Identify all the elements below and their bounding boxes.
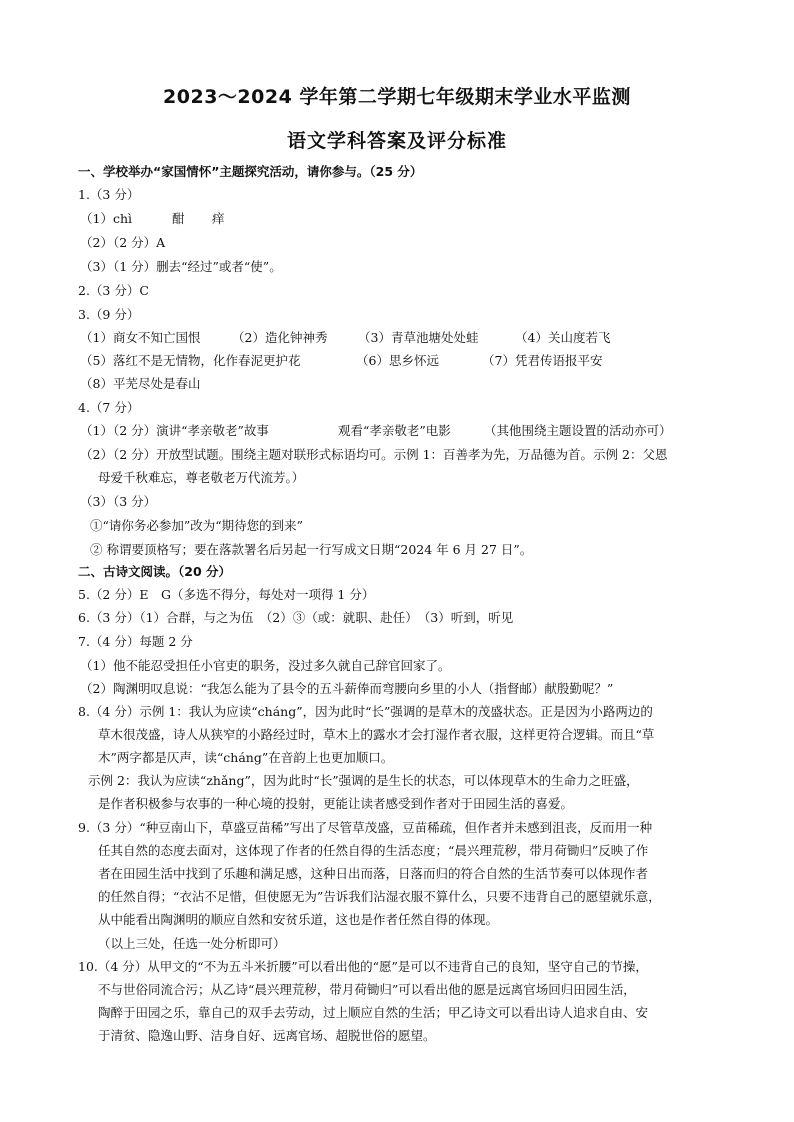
q4-answer-3-item1: ①“请你务必参加”改为“期待您的到来”	[90, 518, 304, 533]
q3-answer-5: （5）落红不是无情物，化作春泥更护花	[80, 353, 301, 368]
q9-note: （以上三处，任选一处分析即可）	[98, 936, 286, 951]
q10-line-1: 10.（4 分）从甲文的“不为五斗米折腰”可以看出他的“愿”是可以不违背自己的良知，坚守自己的节操，	[78, 959, 648, 974]
q1-answer-2: （2）（2 分）A	[80, 235, 166, 250]
q9-line-4: 的任然自得；“衣沾不足惜，但使愿无为”告诉我们沾湿衣服不算什么，只要不违背自己的愿望就乐意，	[98, 889, 661, 904]
q4-answer-1-part1: （1）（2 分）演讲“孝亲敬老”故事	[80, 423, 269, 438]
q3-answer-1: （1）商女不知亡国恨	[80, 330, 201, 345]
q5-answer: 5.（2 分）E G（多选不得分，每处对一项得 1 分）	[78, 587, 375, 602]
q4-answer-2-line2: 母爱千秋难忘，尊老敬老万代流芳。）	[98, 470, 305, 485]
q7-heading: 7.（4 分）每题 2 分	[78, 634, 193, 649]
q7-answer-2: （2）陶渊明叹息说：“我怎么能为了县令的五斗薪俸而弯腰向乡里的小人（指督邮）献殷勤呢？”	[80, 681, 614, 696]
page-subtitle: 语文学科答案及评分标准	[286, 130, 507, 152]
q3-answer-7: （7）凭君传语报平安	[482, 353, 603, 368]
q8-line-1: 8.（4 分）示例 1：我认为应读“cháng”，因为此时“长”强调的是草木的茂盛状态。正是因为小路两边的	[78, 704, 653, 719]
q7-answer-1: （1）他不能忍受担任小官吏的职务，没过多久就自己辞官回家了。	[80, 658, 451, 673]
page-title: 2023～2024 学年第二学期七年级期末学业水平监测	[163, 86, 631, 108]
q6-answer: 6.（3 分）（1）合群，与之为伍 （2）③（或：就职、赴任） （3）听到，听见	[78, 610, 514, 625]
q3-heading: 3.（9 分）	[78, 307, 140, 322]
q3-answer-4: （4）关山度若飞	[515, 330, 611, 345]
q9-line-1: 9.（3 分）“种豆南山下，草盛豆苗稀”写出了尽管草茂盛，豆苗稀疏，但作者并未感到沮丧，反而用一种	[78, 820, 653, 835]
q3-answer-2: （2）造化钟神秀	[232, 330, 328, 345]
q4-answer-1-part2: 观看“孝亲敬老”电影	[338, 423, 451, 438]
section-heading-1: 一、学校举办“家国情怀”主题探究活动，请你参与。（25 分）	[78, 164, 423, 179]
q3-answer-8: （8）平芜尽处是春山	[80, 376, 201, 391]
q1-answer-1-word3: 痒	[212, 211, 225, 226]
q10-line-3: 陶醉于田园之乐，靠自己的双手去劳动，过上顺应自然的生活；甲乙诗文可以看出诗人追求自由、安	[98, 1005, 649, 1020]
q8-line-5: 是作者积极参与农事的一种心境的投射，更能让读者感受到作者对于田园生活的喜爱。	[98, 796, 574, 811]
q8-line-3: 木”两字都是仄声，读“cháng”在音韵上也更加顺口。	[98, 750, 394, 765]
q3-answer-6: （6）思乡怀远	[356, 353, 439, 368]
q1-heading: 1.（3 分）	[78, 187, 140, 202]
q9-line-2: 任其自然的态度去面对，这体现了作者的任然自得的生活态度；“晨兴理荒秽，带月荷锄归”反映了作	[98, 843, 649, 858]
q4-answer-3-heading: （3）（3 分）	[80, 494, 157, 509]
section-heading-2: 二、古诗文阅读。（20 分）	[78, 564, 231, 579]
q4-answer-3-item2: ② 称谓要顶格写；要在落款署名后另起一行写成文日期“2024 年 6 月 27 日”。	[90, 542, 533, 557]
q8-line-2: 草木很茂盛，诗人从狭窄的小路经过时，草木上的露水才会打湿作者衣服，这样更符合逻辑。而且“草	[98, 727, 655, 742]
q1-answer-1-label: （1）chì	[80, 211, 133, 226]
q9-line-3: 者在田园生活中找到了乐趣和满足感，这种日出而落，日落而归的符合自然的生活节奏可以体现作者	[98, 866, 649, 881]
q4-answer-2-line1: （2）（2 分）开放型试题。围绕主题对联形式标语均可。示例 1：百善孝为先，万品德为首。示例 2：父恩	[80, 447, 668, 462]
q1-answer-3: （3）（1 分）删去“经过”或者“使”。	[80, 259, 282, 274]
q3-answer-3: （3）青草池塘处处蛙	[358, 330, 479, 345]
q4-heading: 4.（7 分）	[78, 400, 140, 415]
q10-line-4: 于清贫、隐逸山野、洁身自好、远离官场、超脱世俗的愿望。	[98, 1028, 436, 1043]
q10-line-2: 不与世俗同流合污；从乙诗“晨兴理荒秽，带月荷锄归”可以看出他的愿是远离官场回归田园生活，	[98, 982, 636, 997]
q4-answer-1-part3: （其他围绕主题设置的活动亦可）	[484, 423, 672, 438]
q1-answer-1-word2: 酣	[172, 211, 185, 226]
q2-answer: 2.（3 分）C	[78, 283, 149, 298]
q8-line-4: 示例 2：我认为应读“zhǎng”，因为此时“长”强调的是生长的状态，可以体现草木的生命力之旺盛，	[88, 773, 639, 788]
q9-line-5: 从中能看出陶渊明的顺应自然和安贫乐道，这也是作者任然自得的体现。	[98, 912, 499, 927]
